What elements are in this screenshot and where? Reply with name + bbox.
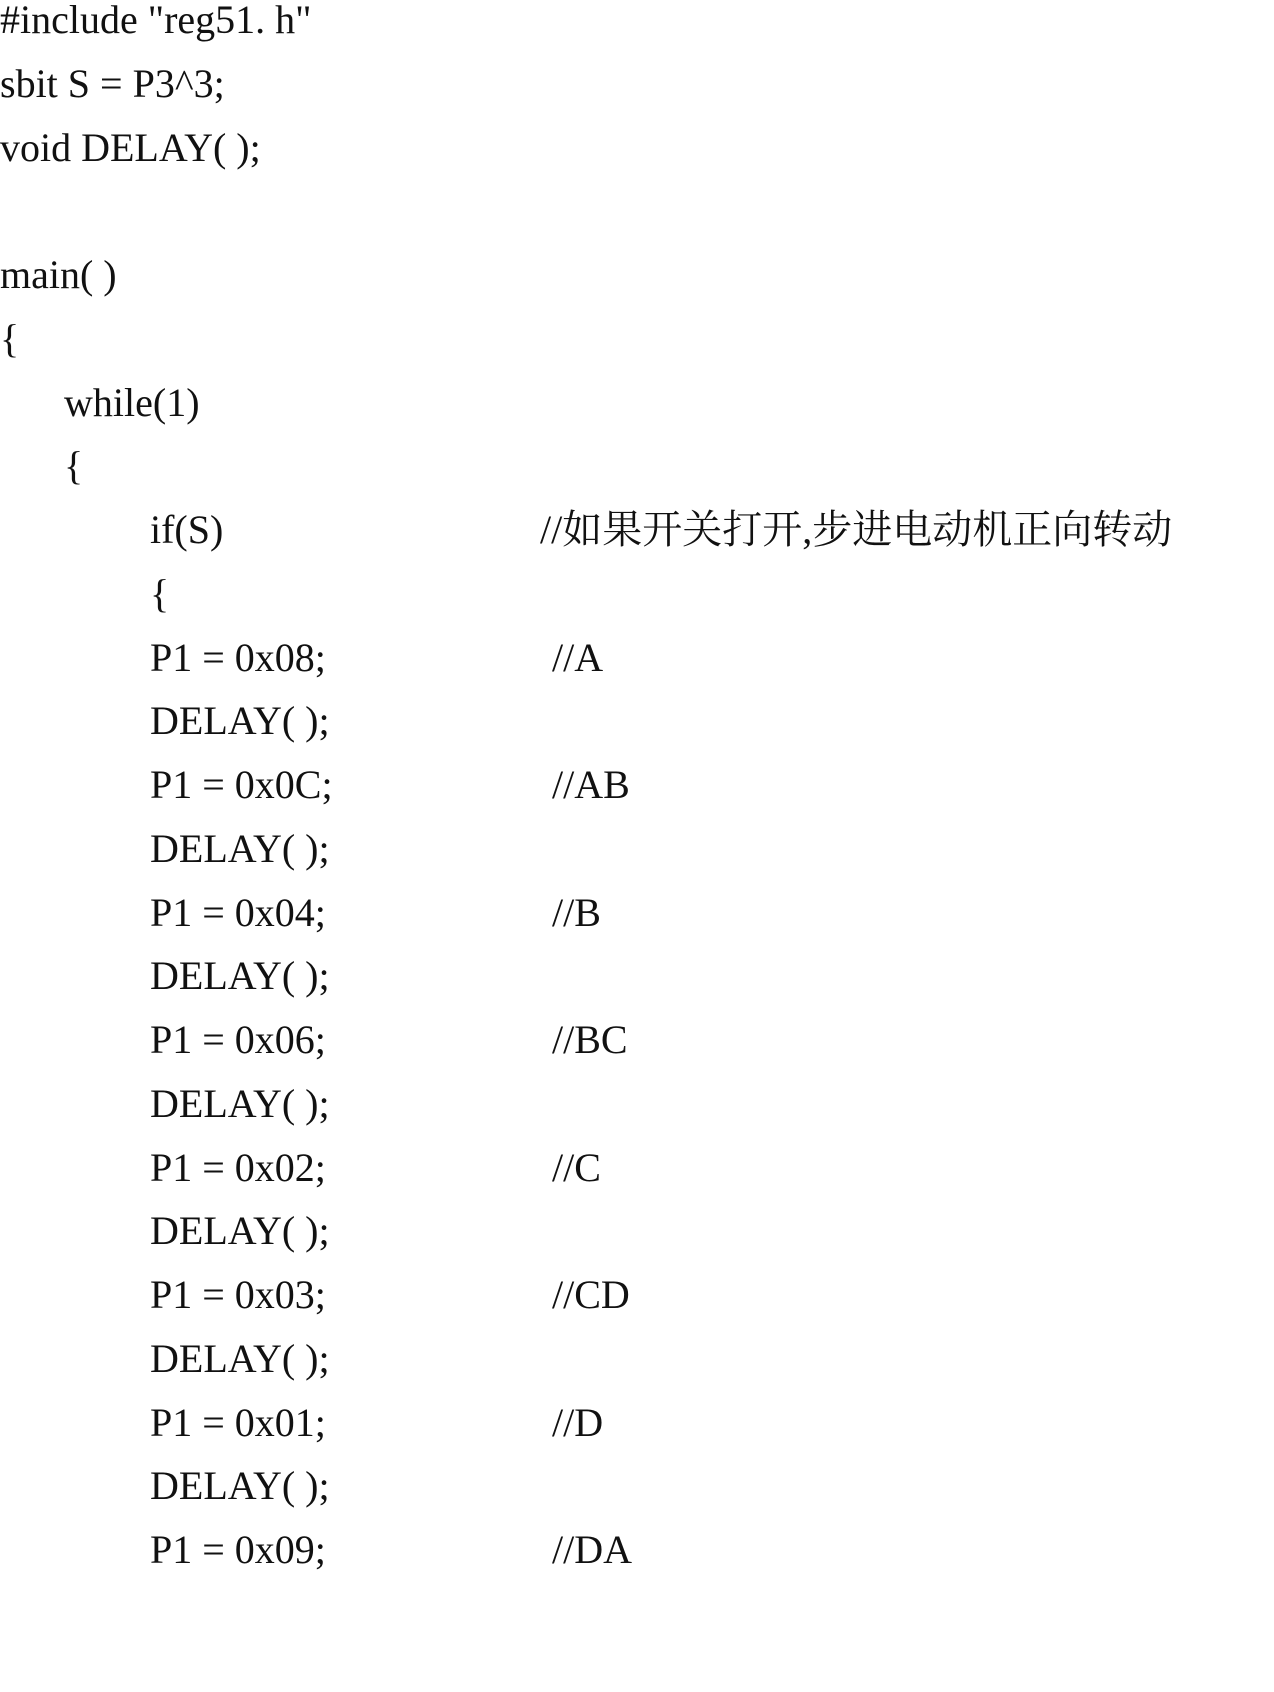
code-statement: main( ) bbox=[0, 252, 117, 297]
code-statement: void DELAY( ); bbox=[0, 124, 261, 170]
code-line bbox=[0, 762, 1274, 829]
code-statement: { bbox=[0, 315, 20, 361]
code-line bbox=[0, 953, 1274, 1020]
code-statement: #include "reg51. h" bbox=[0, 0, 312, 42]
code-line bbox=[0, 252, 1274, 319]
code-line bbox=[0, 889, 1274, 957]
code-comment: //DA bbox=[552, 1527, 632, 1572]
code-statement: P1 = 0x09; bbox=[150, 1527, 326, 1572]
code-line bbox=[0, 1144, 1274, 1212]
code-comment: //如果开关打开,步进电动机正向转动 bbox=[540, 507, 1173, 552]
code-line bbox=[0, 124, 1274, 192]
code-line bbox=[0, 0, 1274, 64]
code-statement: { bbox=[150, 570, 170, 616]
code-comment: //BC bbox=[552, 1017, 628, 1062]
code-line bbox=[0, 698, 1274, 765]
code-line bbox=[0, 570, 1274, 638]
code-statement: P1 = 0x02; bbox=[150, 1144, 326, 1190]
code-line bbox=[0, 825, 1274, 893]
code-comment: //CD bbox=[552, 1272, 630, 1317]
code-statement: if(S) bbox=[150, 507, 224, 552]
code-line bbox=[0, 1399, 1274, 1467]
code-statement: DELAY( ); bbox=[150, 1463, 330, 1509]
code-comment: //B bbox=[552, 889, 601, 935]
code-statement: P1 = 0x08; bbox=[150, 634, 326, 680]
code-statement: P1 = 0x03; bbox=[150, 1272, 326, 1317]
code-line bbox=[0, 1272, 1274, 1339]
code-line bbox=[0, 1463, 1274, 1530]
code-statement: DELAY( ); bbox=[150, 953, 330, 999]
code-statement: sbit S = P3^3; bbox=[0, 60, 225, 106]
code-line bbox=[0, 634, 1274, 702]
code-statement: DELAY( ); bbox=[150, 698, 330, 744]
code-statement: P1 = 0x04; bbox=[150, 889, 326, 935]
code-line bbox=[0, 379, 1274, 447]
code-statement: P1 = 0x0C; bbox=[150, 762, 333, 807]
code-comment: //D bbox=[552, 1399, 604, 1445]
code-line bbox=[0, 507, 1274, 574]
code-line bbox=[0, 315, 1274, 383]
code-line bbox=[0, 60, 1274, 128]
code-line bbox=[0, 443, 1274, 510]
code-statement: while(1) bbox=[64, 379, 200, 425]
code-line bbox=[0, 1208, 1274, 1275]
code-line bbox=[0, 1017, 1274, 1084]
code-comment: //AB bbox=[552, 762, 630, 807]
code-statement: P1 = 0x06; bbox=[150, 1017, 326, 1062]
code-statement: DELAY( ); bbox=[150, 1335, 330, 1381]
code-statement: DELAY( ); bbox=[150, 1080, 330, 1126]
code-line bbox=[0, 1335, 1274, 1403]
code-line bbox=[0, 191, 1274, 255]
code-line bbox=[0, 1527, 1274, 1594]
code-statement: { bbox=[64, 443, 84, 489]
code-comment: //A bbox=[552, 634, 604, 680]
code-statement: DELAY( ); bbox=[150, 1208, 330, 1254]
code-statement: DELAY( ); bbox=[150, 825, 330, 871]
code-line bbox=[0, 1080, 1274, 1148]
code-comment: //C bbox=[552, 1144, 601, 1190]
code-statement: P1 = 0x01; bbox=[150, 1399, 326, 1445]
